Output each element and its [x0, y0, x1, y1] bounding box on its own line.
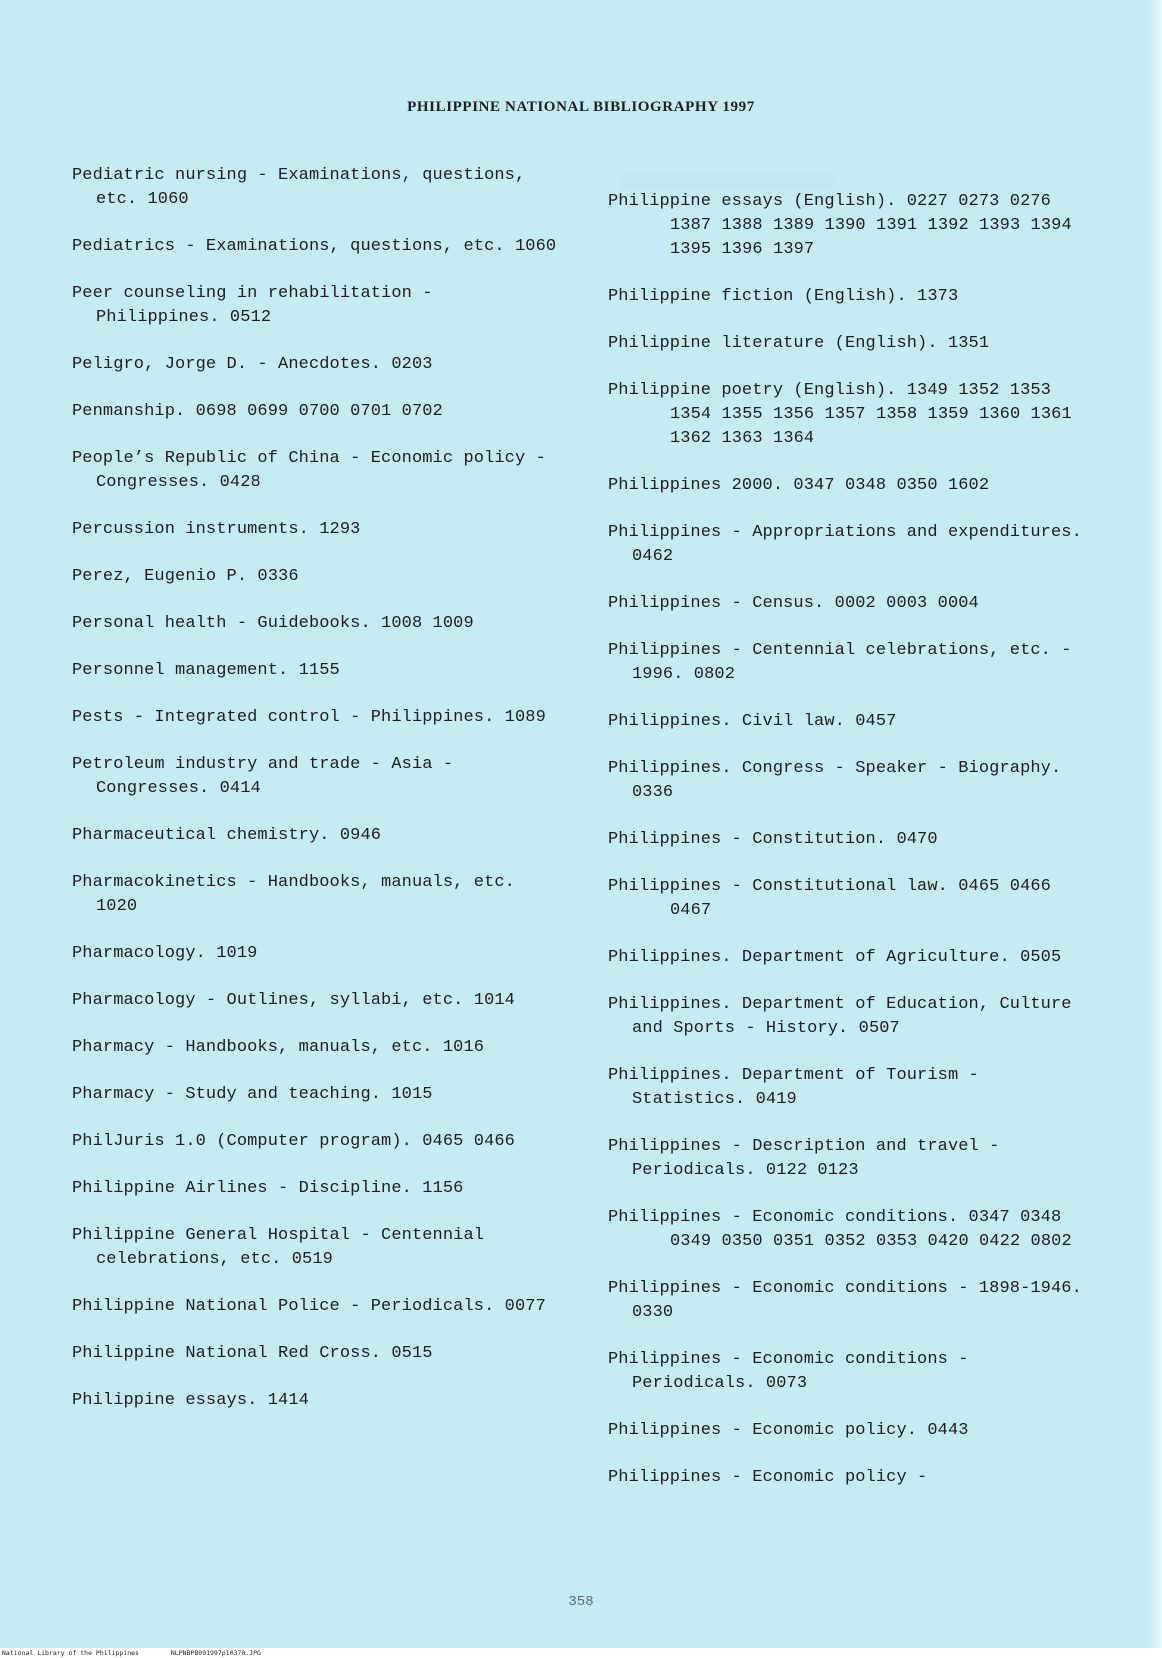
- show-through-text: ░░░░░░░░░░░░░░░░░░░░░░░░: [620, 173, 837, 190]
- index-entry: Philippine essays (English). 0227 0273 0276 1387 1388 1389 1390 1391 1392 1393 1394 1395 1396 1397: [608, 192, 1072, 259]
- index-entry: Pharmacology - Outlines, syllabi, etc. 1014: [72, 991, 515, 1010]
- page-number: 358: [568, 1594, 594, 1610]
- page-header: PHILIPPINE NATIONAL BIBLIOGRAPHY 1997: [407, 99, 755, 115]
- scan-footer: [0, 1648, 1162, 1658]
- index-entry: Philippine fiction (English). 1373: [608, 287, 959, 306]
- index-entry: Philippines - Economic policy -: [608, 1468, 928, 1487]
- index-entry: PhilJuris 1.0 (Computer program). 0465 0466: [72, 1132, 515, 1151]
- index-entry: Philippines - Economic conditions - 1898-1946. 0330: [608, 1279, 1082, 1322]
- index-entry: Philippines. Civil law. 0457: [608, 712, 897, 731]
- index-entry: Philippine literature (English). 1351: [608, 334, 990, 353]
- index-entry: Philippines - Economic conditions - Periodicals. 0073: [608, 1350, 969, 1393]
- index-entry: Philippine poetry (English). 1349 1352 1353 1354 1355 1356 1357 1358 1359 1360 1361 1362 1363 1364: [608, 381, 1072, 448]
- index-entry: Philippines. Department of Tourism - Statistics. 0419: [608, 1066, 979, 1109]
- index-entry: Philippine National Police - Periodicals. 0077: [72, 1297, 546, 1316]
- index-entry: Philippines - Centennial celebrations, etc. - 1996. 0802: [608, 641, 1072, 684]
- left-column: [72, 164, 592, 1436]
- index-entry: Pharmacy - Handbooks, manuals, etc. 1016: [72, 1038, 485, 1057]
- index-entry: Peer counseling in rehabilitation - Philippines. 0512: [72, 284, 433, 327]
- index-entry: Peligro, Jorge D. - Anecdotes. 0203: [72, 355, 433, 374]
- index-entry: Perez, Eugenio P. 0336: [72, 567, 299, 586]
- index-entry: Philippine essays. 1414: [72, 1391, 309, 1410]
- index-entry: Pediatric nursing - Examinations, questions, etc. 1060: [72, 166, 526, 209]
- index-entry: Philippines - Economic policy. 0443: [608, 1421, 969, 1440]
- index-entry: People’s Republic of China - Economic policy - Congresses. 0428: [72, 449, 546, 492]
- index-entry: Philippines - Economic conditions. 0347 0348 0349 0350 0351 0352 0353 0420 0422 0802: [608, 1208, 1072, 1251]
- index-entry: Pharmacokinetics - Handbooks, manuals, etc. 1020: [72, 873, 515, 916]
- index-entry: Penmanship. 0698 0699 0700 0701 0702: [72, 402, 443, 421]
- index-entry: Philippines. Department of Education, Culture and Sports - History. 0507: [608, 995, 1072, 1038]
- index-entry: Philippines - Appropriations and expenditures. 0462: [608, 523, 1082, 566]
- index-entry: Philippines. Congress - Speaker - Biography. 0336: [608, 759, 1062, 802]
- index-entry: Philippines 2000. 0347 0348 0350 1602: [608, 476, 990, 495]
- index-entry: Philippine National Red Cross. 0515: [72, 1344, 433, 1363]
- index-entry: Philippine Airlines - Discipline. 1156: [72, 1179, 464, 1198]
- index-entry: Personnel management. 1155: [72, 661, 340, 680]
- index-entry: Personal health - Guidebooks. 1008 1009: [72, 614, 474, 633]
- index-entry: Philippines. Department of Agriculture. 0505: [608, 948, 1062, 967]
- file-id: NLPNBPB091997p10370.JPG: [170, 1649, 261, 1657]
- index-entry: Philippines - Description and travel - Periodicals. 0122 0123: [608, 1137, 1000, 1180]
- index-entry: Pharmacy - Study and teaching. 1015: [72, 1085, 433, 1104]
- index-entry: Philippines - Census. 0002 0003 0004: [608, 594, 979, 613]
- page-edge: [1148, 0, 1162, 1658]
- index-entry: Pests - Integrated control - Philippines. 1089: [72, 708, 546, 727]
- index-entry: Philippines - Constitutional law. 0465 0466 0467: [608, 877, 1051, 920]
- index-entry: Philippines - Constitution. 0470: [608, 830, 938, 849]
- index-entry: Percussion instruments. 1293: [72, 520, 361, 539]
- index-entry: Pediatrics - Examinations, questions, etc. 1060: [72, 237, 557, 256]
- index-entry: Pharmaceutical chemistry. 0946: [72, 826, 382, 845]
- index-entry: Philippine General Hospital - Centennial celebrations, etc. 0519: [72, 1226, 485, 1269]
- index-entry: Petroleum industry and trade - Asia - Congresses. 0414: [72, 755, 454, 798]
- index-entry: Pharmacology. 1019: [72, 944, 258, 963]
- library-name: National Library of the Philippines: [2, 1649, 139, 1657]
- right-column: [608, 190, 1088, 1513]
